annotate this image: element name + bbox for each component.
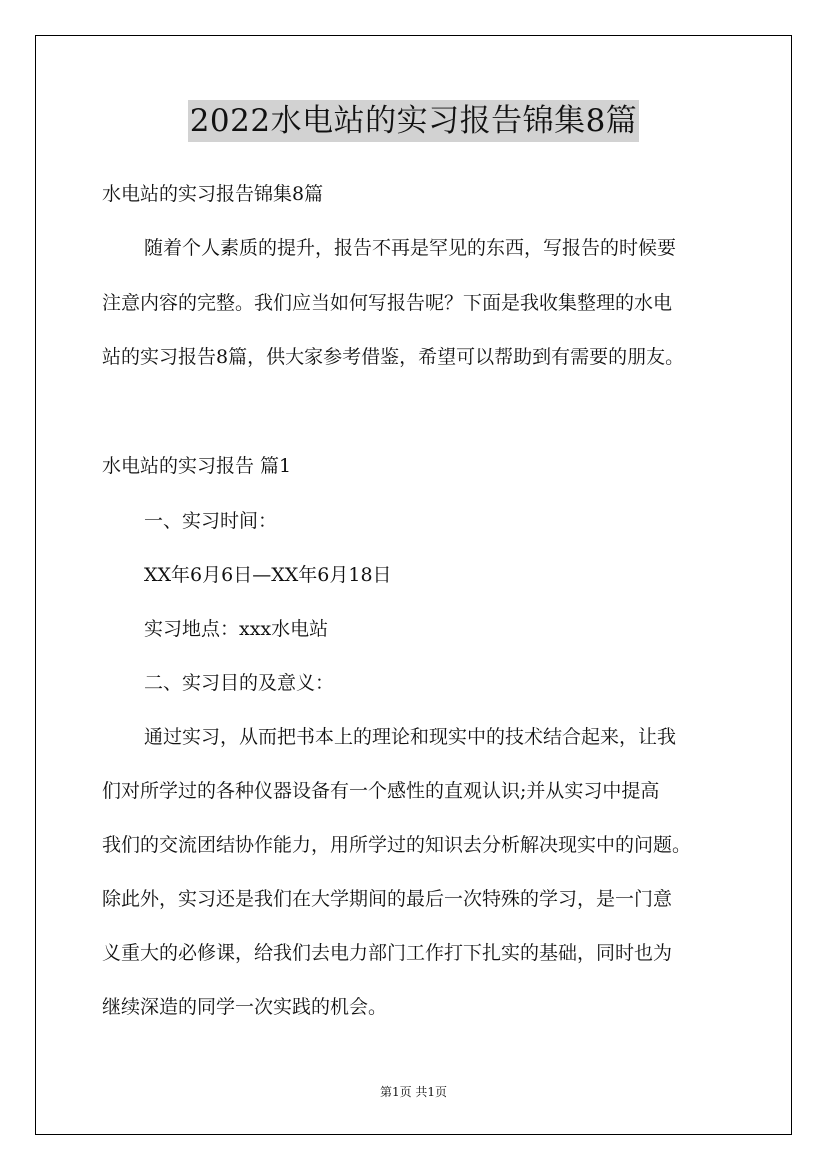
body-paragraph-line: 们对所学过的各种仪器设备有一个感性的直观认识;并从实习中提高 [102,780,660,802]
intro-paragraph-line: 站的实习报告8篇，供大家参考借鉴，希望可以帮助到有需要的朋友。 [102,346,685,368]
body-line: 二、实习目的及意义： [144,672,335,694]
intro-paragraph-line: 随着个人素质的提升，报告不再是罕见的东西，写报告的时候要 [144,237,677,259]
body-line: 实习地点：xxx水电站 [144,618,329,640]
body-paragraph-line: 义重大的必修课，给我们去电力部门工作打下扎实的基础，同时也为 [102,942,673,964]
page-number: 第1页 共1页 [379,1085,448,1099]
body-line: XX年6月6日—XX年6月18日 [144,564,392,586]
intro-paragraph-line: 注意内容的完整。我们应当如何写报告呢？下面是我收集整理的水电 [102,292,673,314]
body-line: 一、实习时间： [144,510,278,532]
body-paragraph-line: 通过实习，从而把书本上的理论和现实中的技术结合起来，让我 [144,726,677,748]
body-paragraph-line: 除此外，实习还是我们在大学期间的最后一次特殊的学习，是一门意 [102,888,673,910]
body-paragraph-line: 继续深造的同学一次实践的机会。 [102,996,388,1018]
document-title-text: 2022水电站的实习报告锦集8篇 [188,100,640,142]
body-paragraph-line: 我们的交流团结协作能力，用所学过的知识去分析解决现实中的问题。 [102,834,692,856]
document-title [0,100,827,142]
subtitle-line: 水电站的实习报告锦集8篇 [102,183,324,205]
page-footer [0,1084,827,1100]
section-heading: 水电站的实习报告 篇1 [102,455,292,477]
